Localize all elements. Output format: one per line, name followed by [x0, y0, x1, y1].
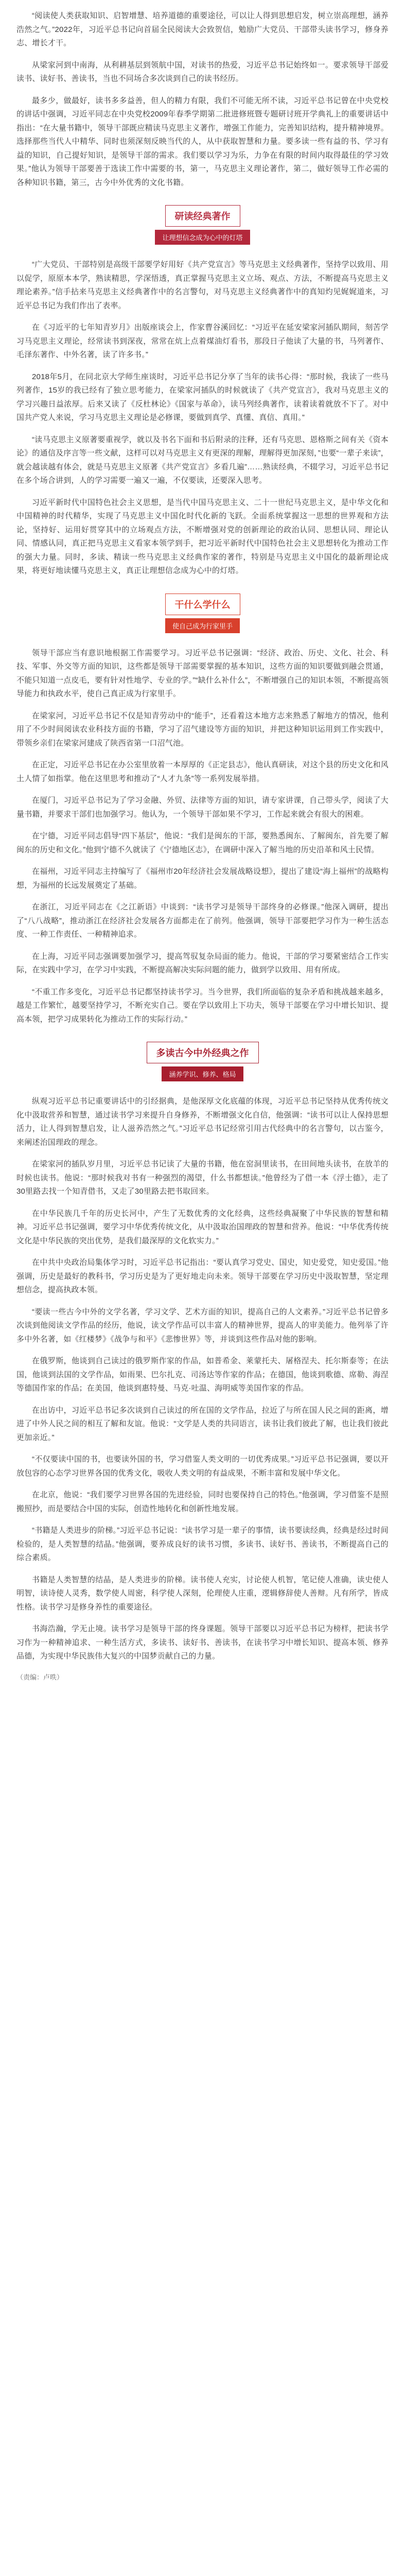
paragraph: 在中华民族几千年的历史长河中，产生了无数优秀的文化经典，这些经典凝聚了中华民族的智慧和精神。习近平总书记强调，要学习中华优秀传统文化，从中汲取治国理政的智慧和营养。他说：“中华优秀传统文化是中华民族的突出优势，是我们最深厚的文化软实力。” [16, 1209, 389, 1245]
section-title: 干什么学什么 [165, 594, 240, 615]
paragraph: 书海浩瀚，学无止境。读书学习是领导干部的终身课题。领导干部要以习近平总书记为榜样，把读书学习作为一种精神追求、一种生活方式，多读书、读好书、善读书，在读书学习中增长知识、提高本领、修养品德，为实现中华民族伟大复兴的中国梦贡献自己的力量。 [16, 1624, 389, 1660]
paragraph: 在梁家河，习近平总书记不仅是知青劳动中的“能手”，还看着这本地方志来熟悉了解地方的情况，他利用了不少时间阅读农业科技方面的书籍，学习了沼气建设等方面的知识，并把这种知识运用到工作实践中，带领乡亲们在梁家河建成了陕西省第一口沼气池。 [16, 711, 389, 748]
section-heading-2 [16, 594, 389, 633]
paragraph: 纵观习近平总书记重要讲话中的引经据典，是他深厚文化底蕴的体现，习近平总书记坚持从优秀传统文化中汲取营养和智慧，通过读书学习来提升自身修养，不断增强文化自信，他强调：“读书可以让人保持思想活力，让人得到智慧启发，让人滋养浩然之气。”习近平总书记经常引用古代经典中的名言警句，以古鉴今，来阐述治国理政的理念。 [16, 1097, 389, 1147]
paragraph: 在福州，习近平同志主持编写了《福州市20年经济社会发展战略设想》，提出了建设“海上福州”的战略构想，为福州的长远发展奠定了基础。 [16, 867, 389, 890]
paragraph: 习近平新时代中国特色社会主义思想，是当代中国马克思主义、二十一世纪马克思主义，是中华文化和中国精神的时代精华，实现了马克思主义中国化时代化新的飞跃。全面系统掌握这一思想的世界观和方法论，坚持好、运用好贯穿其中的立场观点方法，不断增强对党的创新理论的政治认同、思想认同、理论认同、情感认同，真正把马克思主义看家本领学到手，把习近平新时代中国特色社会主义思想转化为推动工作的强大力量。同时，多读、精读一些马克思主义经典作家的著作，特别是马克思主义中国化的最新理论成果，将更好地读懂马克思主义，真正让理想信念成为心中的灯塔。 [16, 498, 389, 575]
paragraph: 书籍是人类智慧的结晶，是人类进步的阶梯。读书使人充实，讨论使人机智，笔记使人准确，读史使人明智，读诗使人灵秀，数学使人周密，科学使人深刻，伦理使人庄重，逻辑修辞使人善辩。凡有所学，皆成性格。读书学习是修身养性的重要途径。 [16, 1575, 389, 1612]
paragraph: “不重工作多变化，习近平总书记都坚持读书学习。当今世界，我们所面临的复杂矛盾和挑战越来越多，越是工作繁忙，越要坚持学习，不断充实自己。要在学以致用上下功夫，领导干部要在学习中增长知识、提高本领，把学习成果转化为推动工作的实际行动。” [16, 987, 389, 1024]
section-subtitle: 使自己成为行家里手 [165, 618, 240, 633]
section-heading-1 [16, 205, 389, 245]
paragraph: “书籍是人类进步的阶梯。”习近平总书记说：“读书学习是一辈子的事情，读书要读经典，经典是经过时间检验的，是人类智慧的结晶。”他强调，要养成良好的读书习惯，多读书、读好书、善读书，不断提高自己的综合素质。 [16, 1526, 389, 1562]
section-subtitle: 涵养学识、修养、格局 [162, 1066, 243, 1081]
section-title: 多读古今中外经典之作 [147, 1042, 259, 1063]
paragraph: 在宁德，习近平同志倡导“四下基层”，他说：“我们是闽东的干部，要熟悉闽东、了解闽东，首先要了解闽东的历史和文化。”他到宁德不久就读了《宁德地区志》，在调研中深入了解当地的历史沿革和风土民情。 [16, 832, 389, 854]
paragraph: 在厦门，习近平总书记为了学习金融、外贸、法律等方面的知识，请专家讲课，自己带头学，阅读了大量书籍，并要求干部们也加强学习。他认为，一个领导干部如果不学习，工作起来就会有很大的困难。 [16, 796, 389, 819]
paragraph: 在北京，他说：“我们要学习世界各国的先进经验，同时也要保持自己的特色。”他强调，学习借鉴不是照搬照抄，而是要结合中国的实际，创造性地转化和创新性地发展。 [16, 1490, 389, 1513]
paragraph: “阅读使人类获取知识、启智增慧、培养道德的重要途径，可以让人得到思想启发，树立崇高理想，涵养浩然之气。”2022年，习近平总书记向首届全民阅读大会致贺信，勉励广大党员、干部带头读书学习，修身养志、增长才干。 [16, 11, 389, 47]
paragraph: 在《习近平的七年知青岁月》出版座谈会上，作家曹谷溪回忆：“习近平在延安梁家河插队期间，刻苦学习马克思主义理论，经常读书到深夜，常常在炕上点着煤油灯看书，那段日子他读了大量的书，马列著作、毛泽东著作、中外名著，读了许多书。” [16, 323, 389, 359]
paragraph: 领导干部应当有意识地根据工作需要学习。习近平总书记强调：“经济、政治、历史、文化、社会、科技、军事、外交等方面的知识，这些都是领导干部需要掌握的基本知识，这些方面的知识要做到融会贯通，不能只知道一点皮毛，要有针对性地学、专业的学。”“缺什么补什么”，不断增强自己的知识本领，不断提高领导能力和执政水平，使自己真正成为行家里手。 [16, 648, 389, 698]
paragraph: 在梁家河的插队岁月里，习近平总书记读了大量的书籍，他在窑洞里读书，在田间地头读书，在放羊的时候也读书。他说：“那时候我对书有一种强烈的渴望，什么书都想读。”他曾经为了借一本《浮士德》，走了30里路去找一个知青借书，又走了30里路去把书取回来。 [16, 1160, 389, 1196]
section-title: 研读经典著作 [165, 205, 240, 227]
paragraph: “要读一些古今中外的文学名著，学习文学、艺术方面的知识，提高自己的人文素养。”习近平总书记曾多次谈到他阅读文学作品的经历，他说，读文学作品可以丰富人的精神世界，提高人的审美能力。他列举了许多中外名著，如《红楼梦》《战争与和平》《悲惨世界》等，并谈到这些作品对他的影响。 [16, 1307, 389, 1344]
paragraph: 在出访中，习近平总书记多次谈到自己读过的所在国的文学作品，拉近了与所在国人民之间的距离，增进了中外人民之间的相互了解和友谊。他说：“文学是人类的共同语言，读书让我们彼此了解，也让我们彼此更加亲近。” [16, 1405, 389, 1442]
section-heading-3 [16, 1042, 389, 1081]
paragraph: 在正定，习近平总书记在办公室里放着一本厚厚的《正定县志》，他认真研读，对这个县的历史文化和风土人情了如指掌。他在这里思考和推动了“人才九条”等一系列发展举措。 [16, 760, 389, 783]
paragraph: 在俄罗斯，他谈到自己读过的俄罗斯作家的作品，如普希金、莱蒙托夫、屠格涅夫、托尔斯泰等；在法国，他谈到法国的文学作品，如雨果、巴尔扎克、司汤达等作家的作品；在德国，他谈到歌德、席勒、海涅等德国作家的作品；在美国，他谈到惠特曼、马克·吐温、海明威等美国作家的作品。 [16, 1357, 389, 1393]
section-subtitle: 让理想信念成为心中的灯塔 [155, 230, 250, 245]
paragraph: “不仅要读中国的书，也要读外国的书，学习借鉴人类文明的一切优秀成果。”习近平总书记强调，要以开放包容的心态学习世界各国的优秀文化，吸收人类文明的有益成果，不断丰富和发展中华文化。 [16, 1455, 389, 1478]
section-2-body [16, 647, 389, 1027]
paragraph: 2018年5月，在同北京大学师生座谈时，习近平总书记分享了当年的读书心得：“那时候，我读了一些马列著作，15岁的我已经有了独立思考能力，在梁家河插队的时候就读了《共产党宣言》，我对马克思主义的学习兴趣日益浓厚。后来又读了《反杜林论》《国家与革命》，读马列经典著作，读着读着就放不下了。对中国共产党人来说，学习马克思主义理论是必修课，要做到真学、真懂、真信、真用。” [16, 372, 389, 422]
paragraph: “广大党员、干部特别是高级干部要学好用好《共产党宣言》等马克思主义经典著作，坚持学以致用、用以促学，原原本本学，熟读精思，学深悟透，真正掌握马克思主义立场、观点、方法，不断提高马克思主义理论素养。”信手拈来马克思主义经典著作中的名言警句，对马克思主义经典著作中的真知灼见娓娓道来，习近平总书记为我们作出了表率。 [16, 260, 389, 310]
paragraph: 在中共中央政治局集体学习时，习近平总书记指出：“要认真学习党史、国史，知史爱党，知史爱国。”他强调，历史是最好的教科书，学习历史是为了更好地走向未来。领导干部要在学习历史中汲取智慧，坚定理想信念，提高执政本领。 [16, 1258, 389, 1294]
intro-block [16, 9, 389, 190]
paragraph: “读马克思主义原著要重视学，就以及书名下面和书后附录的注释，还有马克思、恩格斯之间有关《资本论》的通信及序言等一些文献，这样可以对马克思主义有更深的理解，理解得更加深刻，”也要“一辈子来读”，就会越读越有体会，就是马克思主义原著《共产党宣言》多看几遍”……熟读经典，不辍学习，习近平总书记在多个场合讲到，人的学习需要一遍又一遍，不仅要读，还要深入思考。 [16, 435, 389, 485]
paragraph: 从梁家河到中南海，从利耕基层到领航中国，对读书的热爱，习近平总书记始终如一。要求领导干部爱读书、读好书、善读书，当也不同场合多次谈到自己的读书经历。 [16, 60, 389, 83]
paragraph: 在上海，习近平同志强调要加强学习，提高驾驭复杂局面的能力。他说，干部的学习要紧密结合工作实际，在实践中学习，在学习中实践，不断提高解决实际问题的能力，做到学以致用、用有所成。 [16, 952, 389, 974]
paragraph: 在浙江，习近平同志在《之江新语》中谈到：“读书学习是领导干部终身的必修课。”他深入调研，提出了“八八战略”，推动浙江在经济社会发展各方面都走在了前列。他强调，领导干部要把学习作为一种生活态度、一种工作责任、一种精神追求。 [16, 903, 389, 939]
section-3-body [16, 1095, 389, 1664]
editor-credit: （责编：卢昳） [16, 1673, 64, 1681]
paragraph: 最多少，做最好，读书多多益善，但人的精力有限，我们不可能无所不读，习近平总书记曾在中央党校的讲话中强调，习近平同志在中央党校2009年春季学期第二批进修班暨专题研讨班开学典礼上的重要讲话中指出：“在大量书籍中，领导干部既应精读马克思主义著作，增强工作能力，完善知识结构，提升精神境界。选择那些当代人中精华、同时也须深刻反映当代的人，从中获取智慧和力量。要多读一些有益的书、学习有益的知识，自己提好知识，是领导干部的需求。我们要以学习为乐，力争在有限的时间内取得最佳的学习效果。”他认为领导干部要善于选读工作中需要的书，第一，马克思主义理论著作，第二，做好领导工作必需的各种知识书籍，第三，古今中外优秀的文化书籍。 [16, 96, 389, 187]
section-1-body [16, 258, 389, 578]
